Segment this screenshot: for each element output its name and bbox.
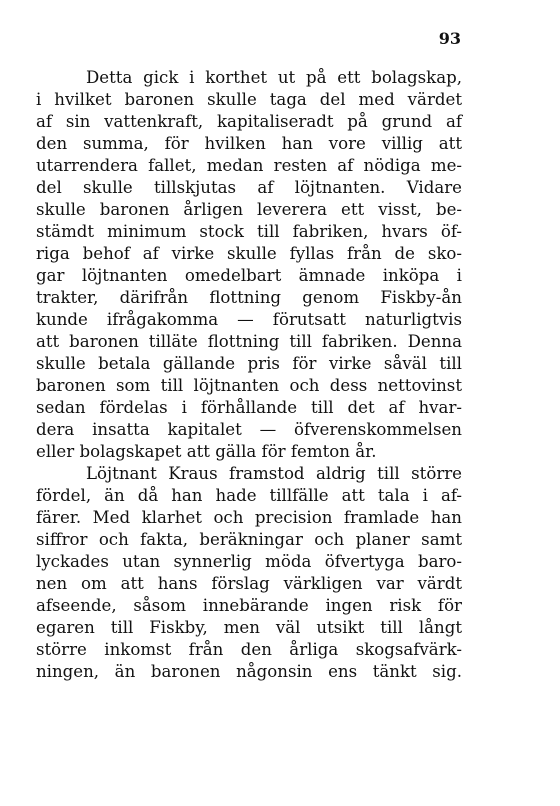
text-line: gar löjtnanten omedelbart ämnade inköpa i [36,266,462,285]
text-line: riga behof af virke skulle fyllas från de sko- [36,244,462,263]
text-line: ningen, än baronen någonsin ens tänkt sig. [36,662,462,681]
text-line: den summa, för hvilken han vore villig att [36,134,462,153]
text-line: egaren till Fiskby, men väl utsikt till långt [36,618,462,637]
text-line: sedan fördelas i förhållande till det af hvar- [36,398,462,417]
text-line: Detta gick i korthet ut på ett bolagskap, [86,68,462,87]
text-line: af sin vattenkraft, kapitaliseradt på grund af [36,112,462,131]
body-text [36,67,462,683]
text-line: lyckades utan synnerlig möda öfvertyga baro- [36,552,462,571]
page-number: 93 [438,29,461,48]
text-line: nen om att hans förslag värkligen var värdt [36,574,462,593]
text-line: skulle baronen årligen leverera ett visst, be- [36,200,462,219]
text-line: att baronen tilläte flottning till fabriken. Denna [36,332,462,351]
text-line: Löjtnant Kraus framstod aldrig till större [86,464,462,483]
text-line: baronen som till löjtnanten och dess nettovinst [36,376,462,395]
paragraph-1 [36,67,462,463]
text-line: eller bolagskapet att gälla för femton år. [36,442,377,461]
text-line: färer. Med klarhet och precision framlade han [36,508,462,527]
text-line: större inkomst från den årliga skogsafvärk- [36,640,462,659]
text-line: i hvilket baronen skulle taga del med värdet [36,90,462,109]
text-line: utarrendera fallet, medan resten af nödiga me- [36,156,462,175]
text-line: trakter, därifrån flottning genom Fiskby-ån [36,288,462,307]
text-line: stämdt minimum stock till fabriken, hvars öf- [36,222,462,241]
text-line: skulle betala gällande pris för virke såväl till [36,354,462,373]
paragraph-2 [36,463,462,683]
text-line: siffror och fakta, beräkningar och planer samt [36,530,462,549]
text-line: kunde ifrågakomma — förutsatt naturligtvis [36,310,462,329]
text-line: fördel, än då han hade tillfälle att tala i af- [36,486,462,505]
text-line: afseende, såsom innebärande ingen risk för [36,596,462,615]
text-line: del skulle tillskjutas af löjtnanten. Vidare [36,178,462,197]
text-line: dera insatta kapitalet — öfverenskommelsen [36,420,462,439]
